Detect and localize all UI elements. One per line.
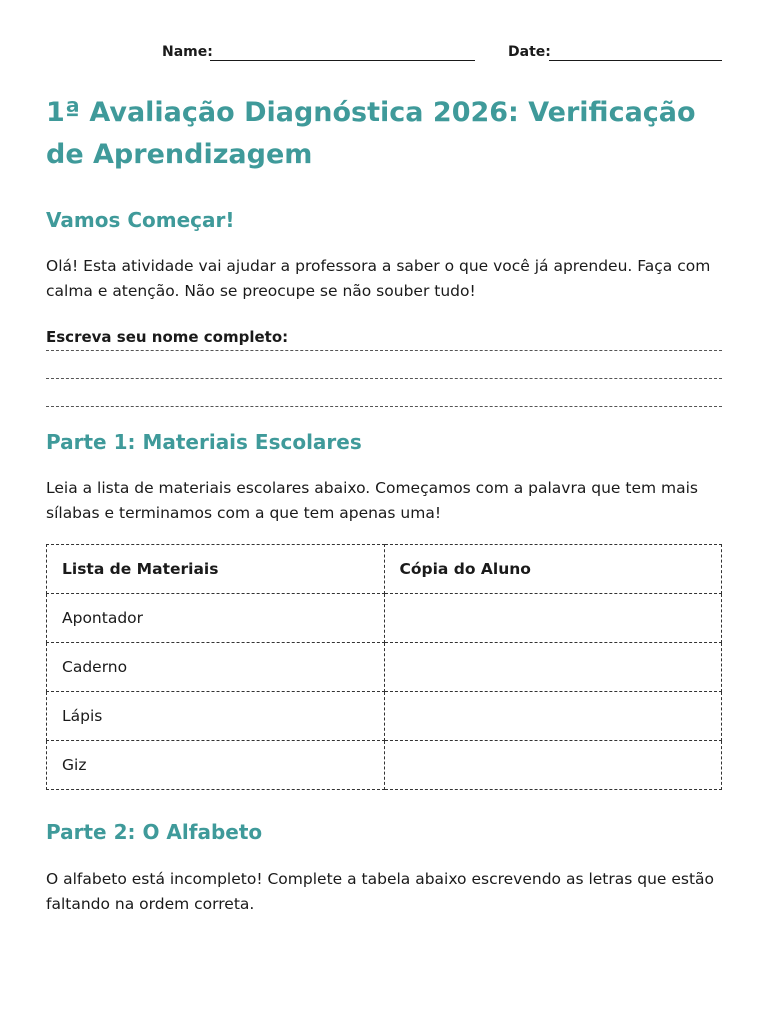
table-row [47,594,722,643]
date-label: Date: [508,44,551,60]
material-cell: Apontador [47,594,385,643]
material-cell: Giz [47,741,385,790]
name-input-line[interactable] [210,60,475,61]
table-row [47,741,722,790]
table-row [47,692,722,741]
section-heading-part1: Parte 1: Materiais Escolares [46,430,362,454]
table-row [47,643,722,692]
page-title: 1ª Avaliação Diagnóstica 2026: Verificação de Aprendizagem [46,97,696,170]
name-writing-line-2[interactable] [46,378,722,379]
name-label: Name: [162,44,213,60]
date-input-line[interactable] [549,60,722,61]
material-cell: Caderno [47,643,385,692]
materials-table [46,544,722,790]
name-writing-line-1[interactable] [46,350,722,351]
student-copy-cell[interactable] [384,594,722,643]
section-heading-intro: Vamos Começar! [46,208,235,232]
full-name-prompt: Escreva seu nome completo: [46,328,289,346]
student-copy-cell[interactable] [384,741,722,790]
student-copy-cell[interactable] [384,643,722,692]
name-writing-line-3[interactable] [46,406,722,407]
material-cell: Lápis [47,692,385,741]
header-fields [46,44,722,64]
intro-text: Olá! Esta atividade vai ajudar a professora a saber o que você já aprendeu. Faça com calma e atenção. Não se preocupe se não souber tudo! [46,257,711,300]
section-heading-part2: Parte 2: O Alfabeto [46,820,263,844]
table-header-row [47,545,722,594]
column-header-student-copy: Cópia do Aluno [384,545,722,594]
column-header-materials: Lista de Materiais [47,545,385,594]
student-copy-cell[interactable] [384,692,722,741]
part2-instructions: O alfabeto está incompleto! Complete a tabela abaixo escrevendo as letras que estão faltando na ordem correta. [46,870,715,913]
part1-instructions: Leia a lista de materiais escolares abaixo. Começamos com a palavra que tem mais sílabas e terminamos com a que tem apenas uma! [46,479,698,522]
